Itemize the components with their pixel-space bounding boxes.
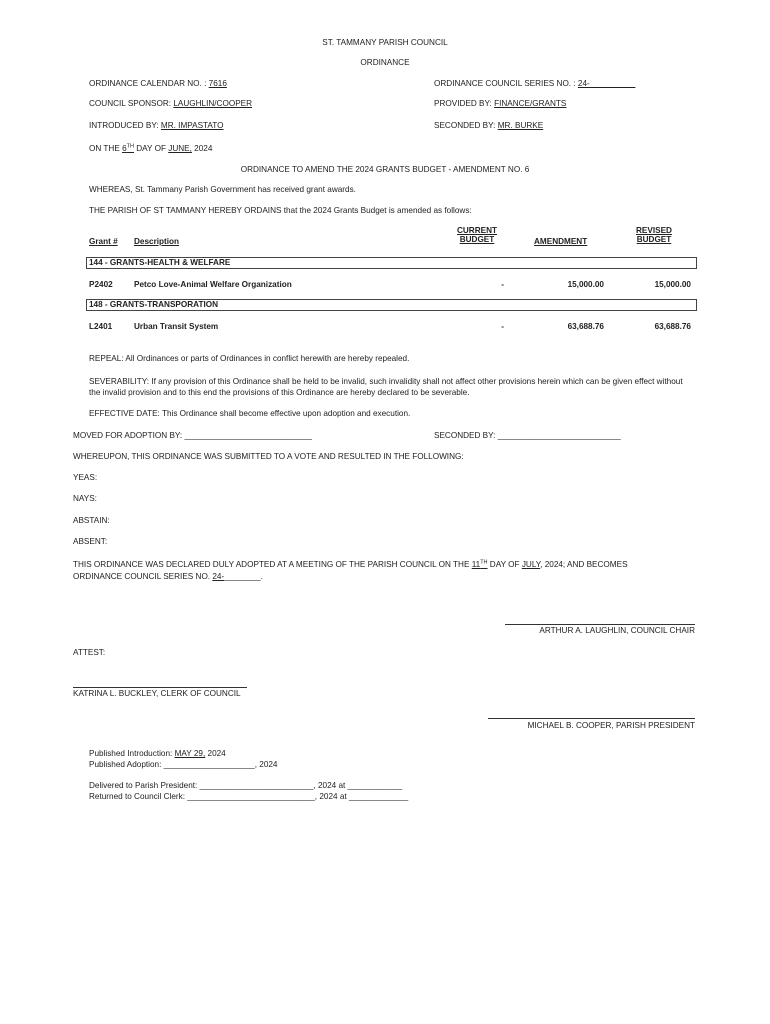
series-label: ORDINANCE COUNCIL SERIES NO. : bbox=[434, 79, 578, 88]
abstain-label: ABSTAIN: bbox=[73, 516, 110, 525]
ordains-clause: THE PARISH OF ST TAMMANY HEREBY ORDAINS that the 2024 Grants Budget is amended as follows: bbox=[89, 206, 472, 215]
severability-clause: SEVERABILITY: If any provision of this Ordinance shall be held to be invalid, such invalidity shall not affect other provisions herein which can be given effect without the invalid provision and to this end the provisions of this Ordinance are hereby declared to be severable. bbox=[89, 377, 683, 397]
series-number bbox=[434, 79, 635, 88]
col-header-current-line2: BUDGET bbox=[459, 235, 495, 244]
signature-line-president bbox=[488, 718, 695, 719]
seconded-label: SECONDED BY: bbox=[434, 121, 498, 130]
adoption-day-of: DAY OF bbox=[487, 560, 522, 569]
adoption-year: , 2024; AND BECOMES bbox=[540, 560, 628, 569]
clerk-signature: KATRINA L. BUCKLEY, CLERK OF COUNCIL bbox=[73, 689, 241, 698]
current-budget-value: - bbox=[501, 280, 504, 289]
calendar-number bbox=[89, 79, 227, 88]
seconded-vote: SECONDED BY: ___________________________ bbox=[434, 431, 621, 440]
absent-label: ABSENT: bbox=[73, 537, 108, 546]
date-day-suffix: TH bbox=[126, 143, 134, 150]
amendment-value: 63,688.76 bbox=[567, 322, 604, 331]
delivered-to-president: Delivered to Parish President: _________________________, 2024 at ____________ bbox=[89, 781, 403, 790]
parish-president-signature: MICHAEL B. COOPER, PARISH PRESIDENT bbox=[527, 721, 695, 730]
introduced-label: INTRODUCED BY: bbox=[89, 121, 161, 130]
returned-to-clerk: Returned to Council Clerk: ____________________________, 2024 at _____________ bbox=[89, 792, 409, 801]
introduced-value: MR. IMPASTATO bbox=[160, 121, 224, 130]
sponsor-value: LAUGHLIN/COOPER bbox=[173, 99, 253, 108]
whereas-clause: WHEREAS, St. Tammany Parish Government has received grant awards. bbox=[89, 185, 356, 194]
col-header-revised-line2: BUDGET bbox=[636, 235, 672, 244]
effective-date-clause: EFFECTIVE DATE: This Ordinance shall become effective upon adoption and execution. bbox=[89, 409, 411, 418]
published-introduction-year: 2024 bbox=[205, 749, 226, 758]
provided-by bbox=[434, 99, 566, 108]
col-header-current-line1: CURRENT bbox=[456, 226, 498, 235]
col-header-current bbox=[440, 226, 514, 244]
revised-budget-value: 63,688.76 bbox=[654, 322, 691, 331]
adoption-series-label: ORDINANCE COUNCIL SERIES NO. bbox=[73, 572, 213, 581]
adoption-series-value: 24- bbox=[212, 572, 225, 581]
published-introduction-date: MAY 29, bbox=[174, 749, 206, 758]
ordinance-title: ORDINANCE TO AMEND THE 2024 GRANTS BUDGET - AMENDMENT NO. 6 bbox=[240, 165, 530, 174]
adoption-day bbox=[472, 560, 488, 569]
date-year: 2024 bbox=[191, 144, 213, 153]
col-header-grant: Grant # bbox=[89, 237, 118, 246]
repeal-clause: REPEAL: All Ordinances or parts of Ordinances in conflict herewith are hereby repealed. bbox=[89, 354, 410, 363]
revised-budget-value: 15,000.00 bbox=[654, 280, 691, 289]
grant-description: Petco Love-Animal Welfare Organization bbox=[134, 280, 292, 289]
seconded-by bbox=[434, 121, 543, 130]
introduction-date bbox=[89, 144, 212, 153]
adoption-month: JULY bbox=[521, 560, 541, 569]
attest-label: ATTEST: bbox=[73, 648, 106, 657]
grant-number: P2402 bbox=[89, 280, 113, 289]
nays-label: NAYS: bbox=[73, 494, 97, 503]
published-adoption: Published Adoption: ____________________, 2024 bbox=[89, 760, 278, 769]
adoption-day-number: 11 bbox=[471, 560, 481, 569]
col-header-amendment: AMENDMENT bbox=[534, 237, 588, 246]
vote-statement: WHEREUPON, THIS ORDINANCE WAS SUBMITTED TO A VOTE AND RESULTED IN THE FOLLOWING: bbox=[73, 452, 464, 461]
section-bar-transportation: 148 - GRANTS-TRANSPORATION bbox=[86, 299, 697, 311]
published-introduction-label: Published Introduction: bbox=[89, 749, 175, 758]
signature-line-chair bbox=[505, 624, 695, 625]
grant-number: L2401 bbox=[89, 322, 113, 331]
adoption-series bbox=[73, 572, 263, 581]
col-header-description: Description bbox=[134, 237, 180, 246]
adoption-series-blank: ________. bbox=[224, 572, 263, 581]
date-day-number: 6 bbox=[122, 144, 127, 153]
sponsor-label: COUNCIL SPONSOR: bbox=[89, 99, 174, 108]
amendment-value: 15,000.00 bbox=[567, 280, 604, 289]
yeas-label: YEAS: bbox=[73, 473, 98, 482]
adoption-text: THIS ORDINANCE WAS DECLARED DULY ADOPTED AT A MEETING OF THE PARISH COUNCIL ON THE bbox=[73, 560, 472, 569]
published-introduction bbox=[89, 749, 226, 758]
calendar-value: 7616 bbox=[208, 79, 227, 88]
current-budget-value: - bbox=[501, 322, 504, 331]
adoption-day-suffix: TH bbox=[480, 559, 488, 566]
adoption-statement bbox=[73, 560, 628, 569]
col-header-revised-line1: REVISED bbox=[636, 226, 672, 235]
col-header-revised bbox=[617, 226, 691, 244]
provided-label: PROVIDED BY: bbox=[434, 99, 495, 108]
council-chair-signature: ARTHUR A. LAUGHLIN, COUNCIL CHAIR bbox=[539, 626, 695, 635]
series-value: 24-__________ bbox=[577, 79, 636, 88]
date-day bbox=[122, 144, 134, 153]
seconded-value: MR. BURKE bbox=[497, 121, 544, 130]
council-sponsor bbox=[89, 99, 252, 108]
introduced-by bbox=[89, 121, 224, 130]
council-name: ST. TAMMANY PARISH COUNCIL bbox=[322, 38, 448, 47]
date-day-of: DAY OF bbox=[133, 144, 169, 153]
date-prefix: ON THE bbox=[89, 144, 123, 153]
calendar-label: ORDINANCE CALENDAR NO. : bbox=[89, 79, 209, 88]
signature-line-clerk bbox=[73, 687, 247, 688]
moved-for-adoption: MOVED FOR ADOPTION BY: ____________________________ bbox=[73, 431, 312, 440]
date-month: JUNE, bbox=[168, 144, 192, 153]
provided-value: FINANCE/GRANTS bbox=[494, 99, 567, 108]
grant-description: Urban Transit System bbox=[134, 322, 219, 331]
section-bar-health-welfare: 144 - GRANTS-HEALTH & WELFARE bbox=[86, 257, 697, 269]
document-type: ORDINANCE bbox=[360, 58, 410, 67]
